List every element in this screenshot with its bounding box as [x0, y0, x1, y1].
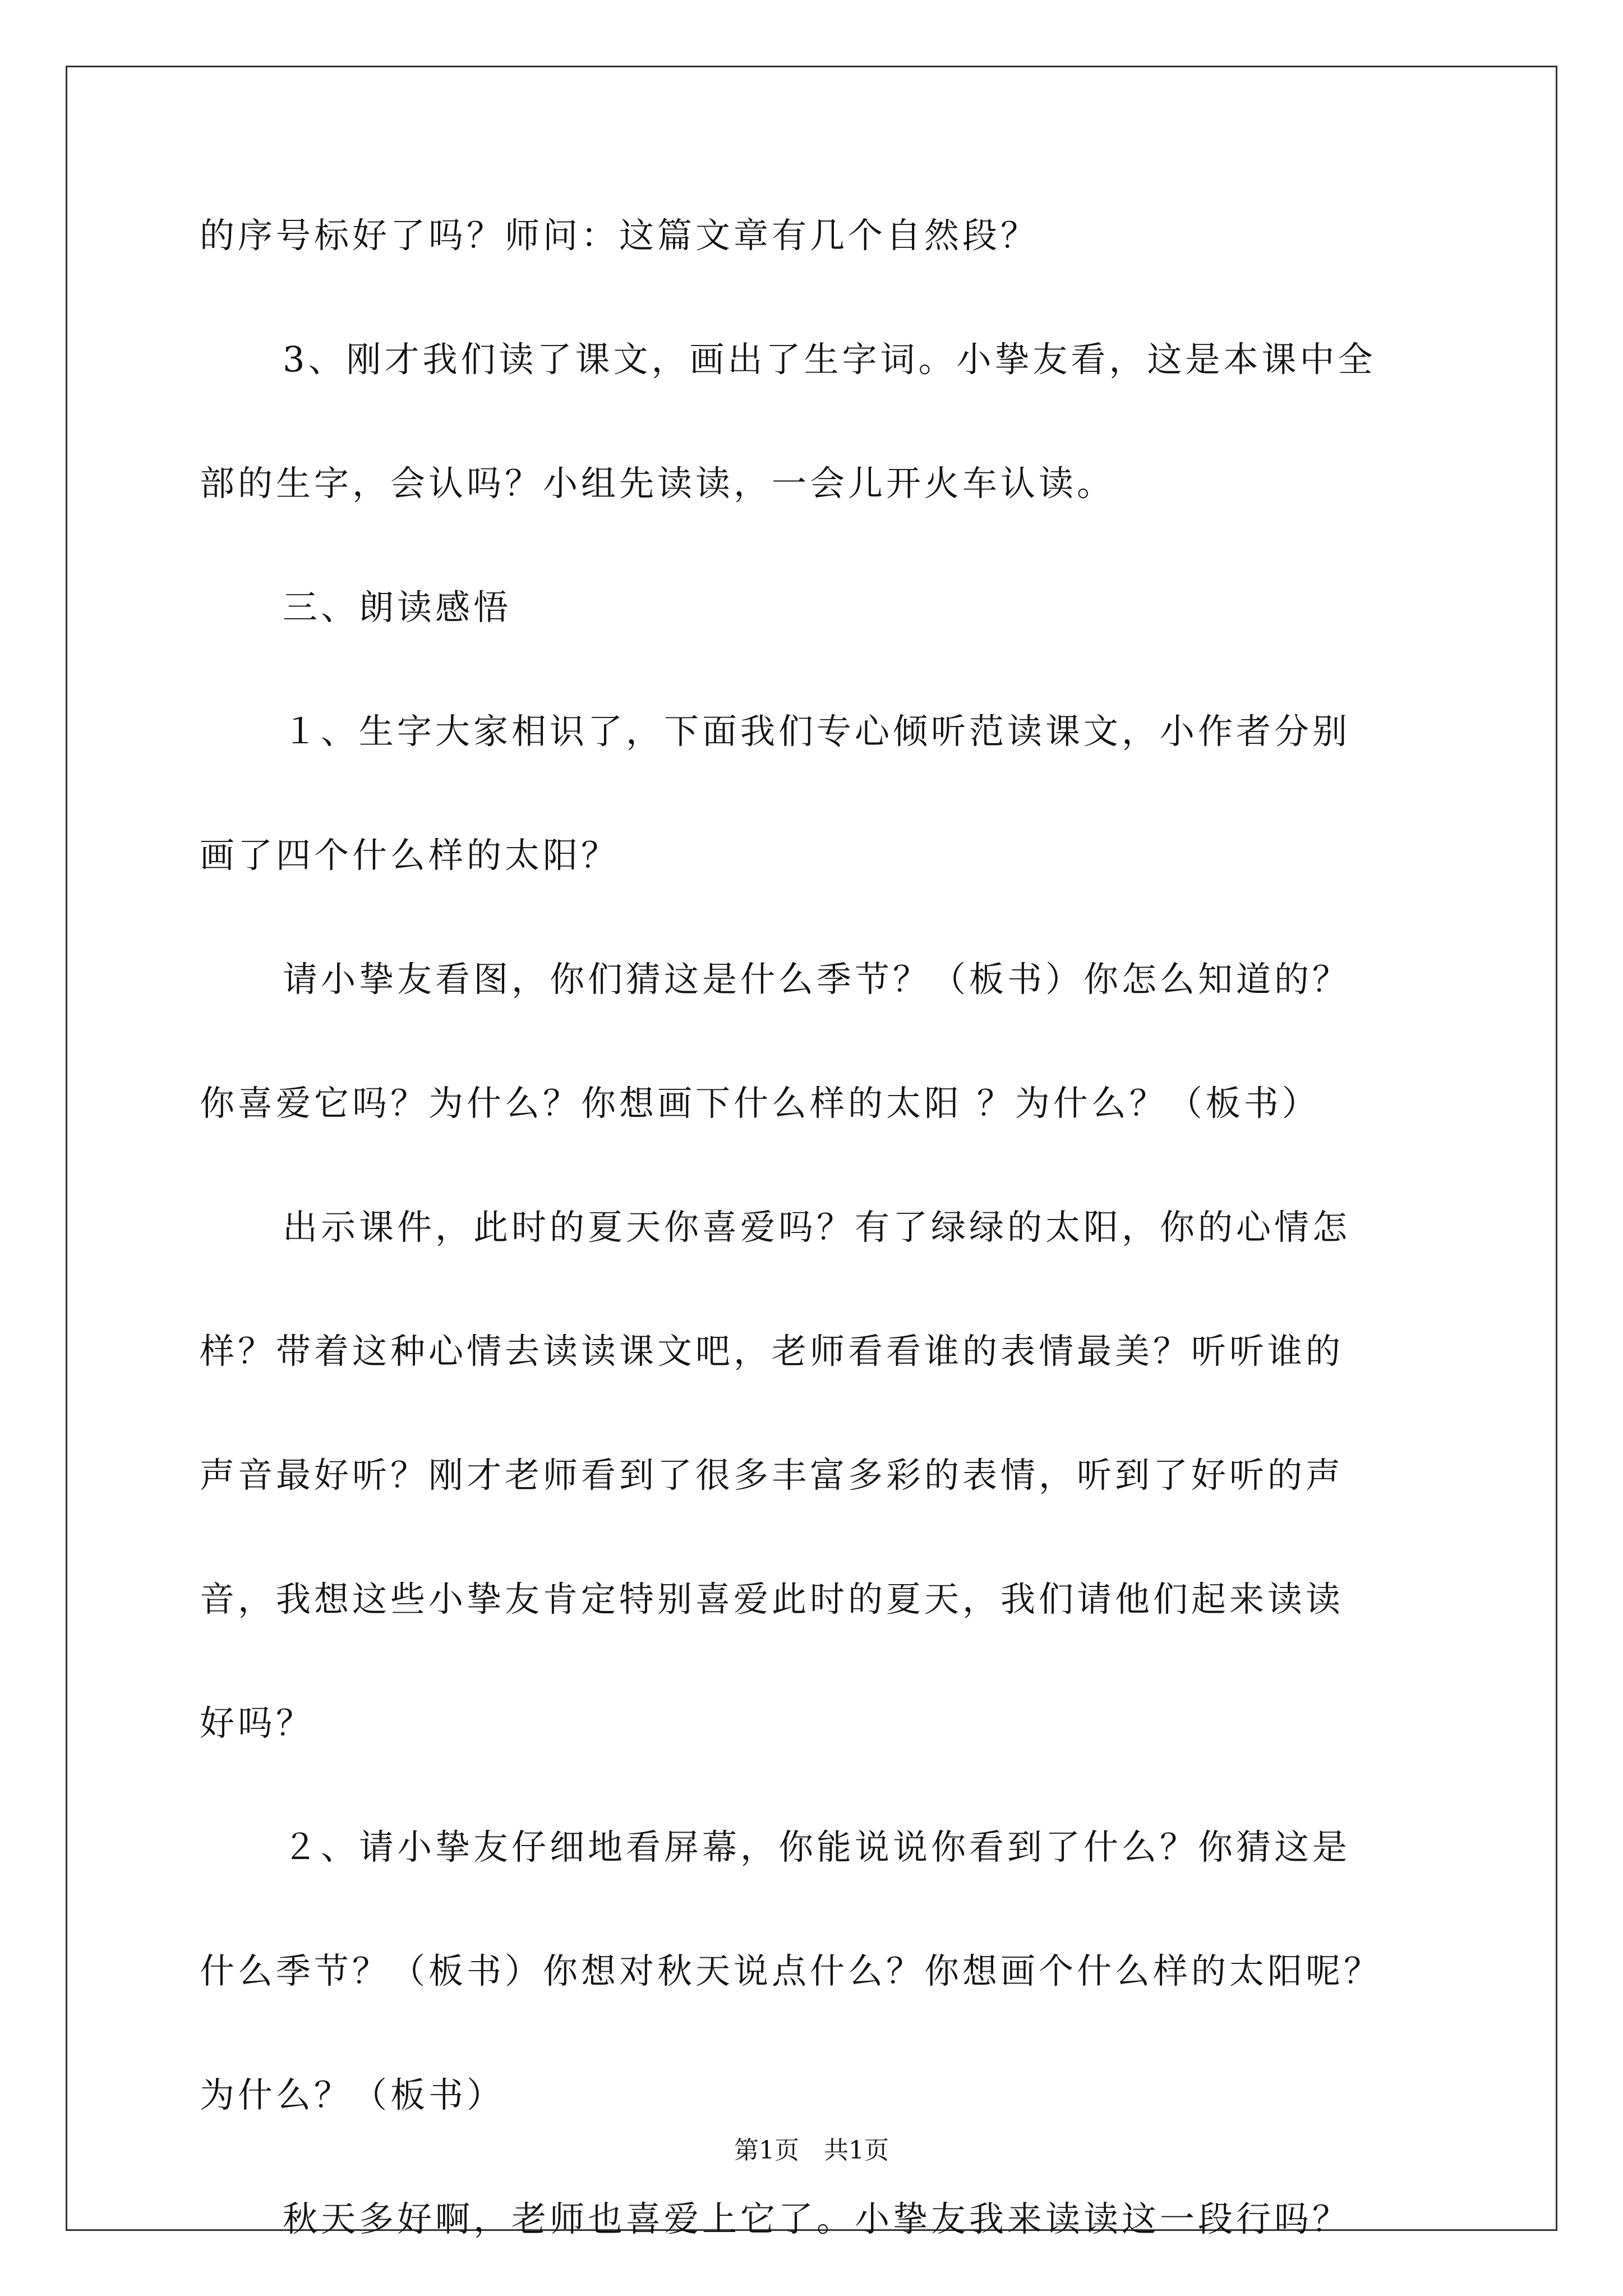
text-line: ２、请小挚友仔细地看屏幕，你能说说你看到了什么？你猜这是 — [283, 1826, 1351, 1867]
section-heading: 三、朗读感悟 — [283, 587, 512, 628]
text-line: 的序号标好了吗？师问：这篇文章有几个自然段？ — [200, 215, 1039, 256]
text-line: 请小挚友看图，你们猜这是什么季节？（板书）你怎么知道的？ — [283, 959, 1351, 1000]
text-line: 秋天多好啊，老师也喜爱上它了。小挚友我来读读这一段行吗？ — [283, 2198, 1351, 2239]
page-number-footer: 第1页 共1页 — [734, 2136, 889, 2165]
text-line: 你喜爱它吗？为什么？你想画下什么样的太阳 ？为什么？（板书） — [200, 1083, 1320, 1124]
text-line: 好吗？ — [200, 1703, 315, 1743]
text-line: 画了四个什么样的太阳？ — [200, 835, 620, 876]
text-line: 音，我想这些小挚友肯定特别喜爱此时的夏天，我们请他们起来读读 — [200, 1579, 1344, 1619]
text-line: 部的生字，会认吗？小组先读读，一会儿开火车认读。 — [200, 463, 1115, 504]
text-line: 样？带着这种心情去读读课文吧，老师看看谁的表情最美？听听谁的 — [200, 1331, 1344, 1372]
text-line: 什么季节？（板书）你想对秋天说点什么？你想画个什么样的太阳呢？ — [200, 1950, 1382, 1991]
text-line: 为什么？（板书） — [200, 2074, 505, 2115]
text-line: １、生字大家相识了，下面我们专心倾听范读课文，小作者分别 — [283, 711, 1351, 752]
page-frame — [66, 66, 1557, 2231]
text-line: 出示课件，此时的夏天你喜爱吗？有了绿绿的太阳，你的心情怎 — [283, 1207, 1351, 1248]
text-line: 3、刚才我们读了课文，画出了生字词。小挚友看，这是本课中全 — [283, 339, 1376, 380]
text-line: 声音最好听？刚才老师看到了很多丰富多彩的表情，听到了好听的声 — [200, 1455, 1344, 1496]
